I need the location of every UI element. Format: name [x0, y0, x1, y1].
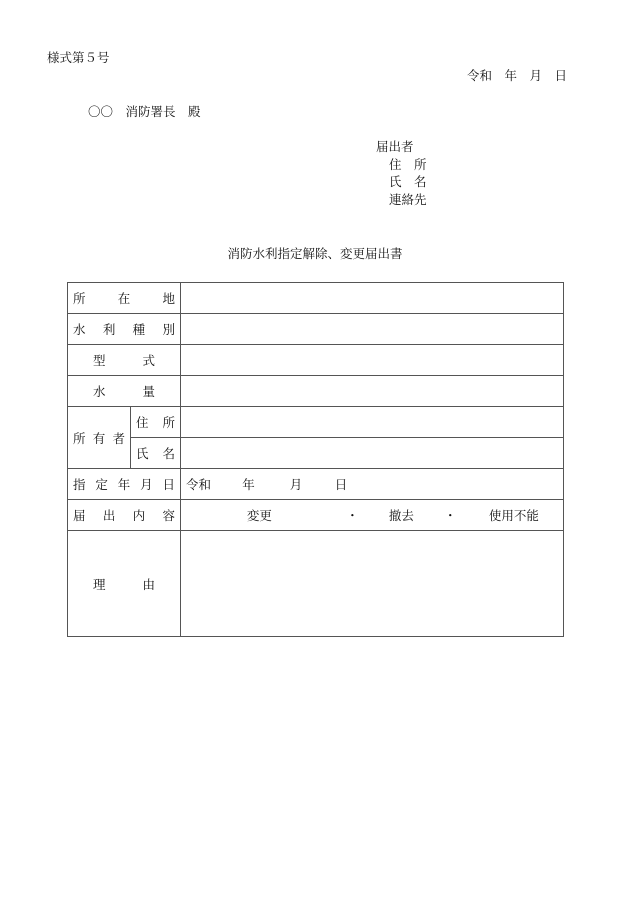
model-value[interactable]	[181, 345, 564, 376]
location-row	[68, 283, 564, 314]
location-label-cell	[68, 283, 181, 314]
label-char: 所	[73, 430, 86, 446]
label-char: 住	[136, 415, 149, 430]
owner-name-label-cell	[131, 438, 181, 469]
label-char: 日	[162, 477, 176, 492]
label-char: 年	[117, 477, 131, 492]
month-label: 月	[289, 477, 303, 492]
model-label-cell	[68, 345, 181, 376]
year-label: 年	[242, 477, 255, 492]
label-char: 水	[93, 384, 106, 399]
option-removal[interactable]: 撤去	[388, 508, 414, 523]
label-char: 指	[73, 477, 86, 492]
location-value[interactable]	[181, 283, 564, 314]
water-volume-label-cell	[68, 376, 181, 407]
label-char: 型	[93, 353, 106, 368]
label-char: 有	[92, 430, 106, 446]
label-char: 別	[162, 322, 175, 337]
label-char: 量	[142, 384, 156, 399]
label-char: 在	[117, 291, 131, 306]
reason-label-cell	[68, 531, 181, 637]
label-char: 定	[95, 477, 108, 492]
option-unusable[interactable]: 使用不能	[488, 508, 539, 523]
option-change[interactable]: 変更	[246, 508, 272, 523]
designation-date-row	[68, 469, 564, 500]
label-char: 所	[162, 415, 176, 430]
label-char: 利	[102, 322, 116, 337]
main-form-table	[67, 282, 564, 637]
label-char: 地	[162, 291, 176, 306]
label-char: 内	[132, 508, 146, 523]
applicant-contact-label: 連絡先	[389, 191, 427, 207]
label-char: 由	[142, 576, 156, 592]
label-char: 届	[73, 508, 86, 523]
applicant-name-label: 氏 名	[389, 174, 427, 189]
label-char: 種	[132, 322, 146, 337]
addressee: 〇〇 消防署長 殿	[88, 104, 201, 119]
notification-options-cell	[181, 500, 564, 531]
applicant-label: 届出者	[376, 139, 414, 154]
water-type-value[interactable]	[181, 314, 564, 345]
water-type-row	[68, 314, 564, 345]
water-volume-value[interactable]	[181, 376, 564, 407]
applicant-block	[376, 138, 427, 208]
label-char: 名	[162, 446, 176, 461]
designation-date-value[interactable]	[181, 469, 564, 500]
label-char: 理	[93, 576, 106, 592]
water-volume-row	[68, 376, 564, 407]
notification-label-cell	[68, 500, 181, 531]
date-line: 令和 年 月 日	[467, 68, 568, 83]
owner-address-row	[68, 407, 564, 438]
applicant-address-label: 住 所	[389, 156, 427, 172]
reason-row	[68, 531, 564, 637]
label-char: 者	[112, 430, 125, 446]
day-label: 日	[334, 477, 348, 492]
label-char: 容	[162, 508, 175, 523]
era-label: 令和	[186, 477, 212, 492]
notification-row	[68, 500, 564, 531]
label-char: 水	[73, 322, 86, 337]
designation-date-label-cell	[68, 469, 181, 500]
label-char: 所	[73, 291, 86, 306]
option-separator: ・	[346, 508, 359, 523]
model-row	[68, 345, 564, 376]
reason-value[interactable]	[181, 531, 564, 637]
owner-address-label-cell	[131, 407, 181, 438]
water-type-label-cell	[68, 314, 181, 345]
document-title: 消防水利指定解除、変更届出書	[227, 246, 403, 261]
owner-label-cell	[68, 407, 131, 469]
owner-name-value[interactable]	[181, 438, 564, 469]
label-char: 氏	[136, 446, 149, 461]
form-number: 様式第５号	[47, 50, 110, 65]
label-char: 月	[140, 477, 153, 492]
option-separator: ・	[444, 508, 457, 523]
owner-address-value[interactable]	[181, 407, 564, 438]
owner-name-row	[68, 438, 564, 469]
label-char: 式	[142, 353, 156, 368]
label-char: 出	[102, 508, 116, 523]
